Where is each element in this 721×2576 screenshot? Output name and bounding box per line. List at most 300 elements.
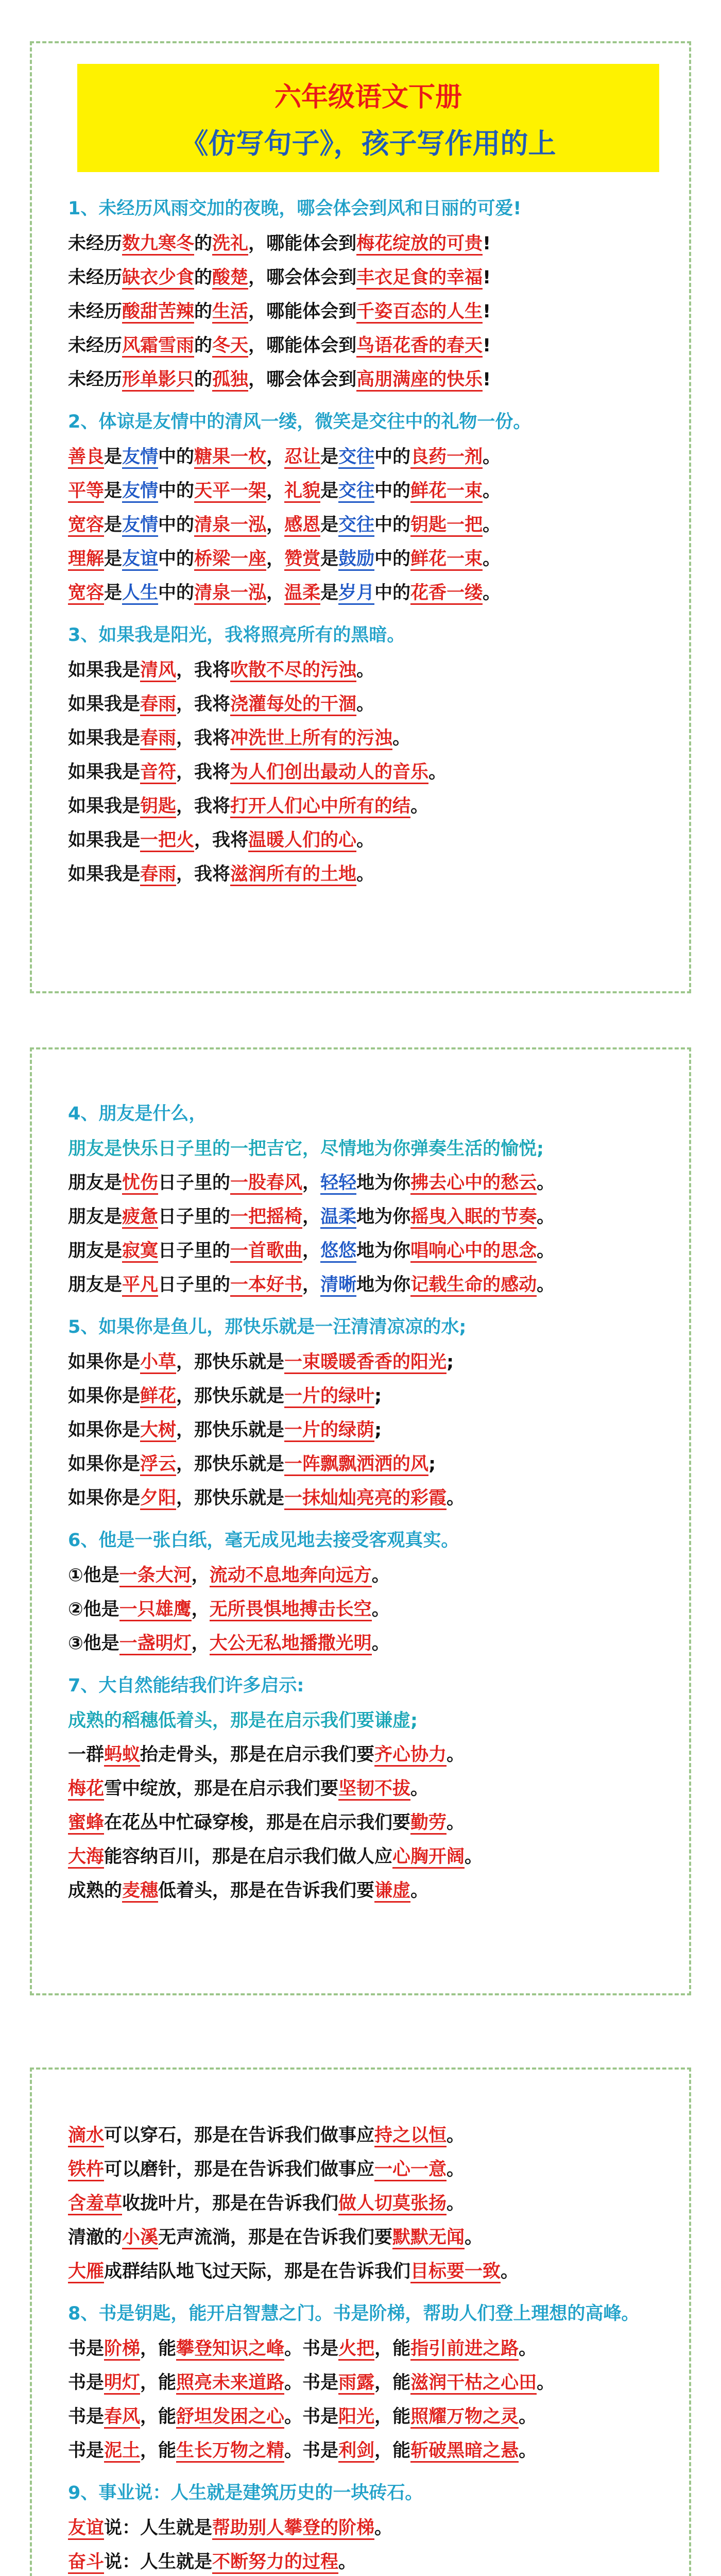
sentence-line <box>68 2400 668 2434</box>
text-segment: 说：人生就是 <box>104 2518 213 2538</box>
section-1-0 <box>68 1101 668 1309</box>
text-segment: 。 <box>447 1744 465 1765</box>
sentence-line <box>68 1704 668 1738</box>
highlight-red: 风霜雪雨 <box>122 335 194 358</box>
text-segment: ， <box>302 1173 321 1193</box>
highlight-red: 持之以恒 <box>374 2125 447 2147</box>
highlight-blue: 友情 <box>122 447 158 469</box>
highlight-red: 孤独 <box>212 369 248 392</box>
highlight-red: 滴水 <box>68 2125 104 2147</box>
section-heading: 7、大自然能结我们许多启示: <box>68 1675 304 1696</box>
text-segment: ，我将 <box>194 830 249 851</box>
text-segment: 。 <box>356 830 375 851</box>
text-segment: 。 <box>410 796 429 817</box>
text-segment: 清澈的 <box>68 2227 123 2248</box>
text-segment: 。 <box>371 1599 390 1620</box>
highlight-red: 照耀万物之灵 <box>410 2406 519 2429</box>
text-segment: 未经历 <box>68 335 123 356</box>
highlight-blue: 温柔 <box>320 1207 356 1229</box>
highlight-red: 大海 <box>68 1846 104 1869</box>
highlight-red: 糖果一枚 <box>194 447 266 469</box>
section-1-2 <box>68 1528 668 1668</box>
text-segment: 如果你是 <box>68 1454 141 1475</box>
text-segment: 如果你是 <box>68 1488 141 1509</box>
section-heading: 5、如果你是鱼儿，那快乐就是一汪清清凉凉的水; <box>68 1317 467 1337</box>
text-segment: 成熟的 <box>68 1880 123 1901</box>
sentence-line <box>68 789 668 823</box>
highlight-red: 理解 <box>68 549 104 571</box>
text-segment: 未经历 <box>68 301 123 322</box>
sentence-line <box>68 1874 668 1908</box>
text-segment: 。 <box>447 2193 465 2214</box>
highlight-red: 无所畏惧地搏击长空 <box>210 1599 372 1621</box>
section-heading: 6、他是一张白纸，毫无成见地去接受客观真实。 <box>68 1530 459 1551</box>
highlight-red: 一抹灿灿亮亮的彩霞 <box>284 1488 447 1510</box>
highlight-red: 花香一缕 <box>410 583 483 605</box>
text-segment: 。 <box>519 2441 537 2461</box>
highlight-red: 清泉一泓 <box>194 583 266 605</box>
highlight-red: 冲洗世上所有的污浊 <box>230 728 392 750</box>
text-segment: 是 <box>320 583 339 603</box>
text-segment: ，能 <box>374 2441 411 2461</box>
text-segment: 未经历 <box>68 267 123 288</box>
sentence-line <box>68 2511 668 2545</box>
text-segment: 一群 <box>68 1744 105 1765</box>
text-segment: 。 <box>447 1488 465 1509</box>
text-segment: ， <box>302 1207 321 1227</box>
highlight-red: 音符 <box>140 762 176 784</box>
highlight-red: 浇灌每处的干涸 <box>230 694 356 716</box>
text-segment: ，我将 <box>176 694 231 715</box>
highlight-red: 钥匙 <box>140 796 176 818</box>
section-heading: 4、朋友是什么， <box>68 1104 207 1124</box>
text-segment: 在花丛中忙碌穿梭，那是在启示我们要 <box>104 1812 411 1833</box>
sentence-line <box>68 474 668 508</box>
text-segment: 。 <box>356 864 375 885</box>
page-subtitle: 《仿写句子》，孩子写作用的上 <box>180 127 556 160</box>
section-heading: 9、事业说：人生就是建筑历史的一块砖石。 <box>68 2483 423 2503</box>
text-segment: 说：人生就是 <box>104 2552 213 2572</box>
text-segment: 。 <box>483 481 501 501</box>
text-segment: ! <box>483 335 491 356</box>
text-segment: ，哪会体会到 <box>248 267 357 288</box>
highlight-red: 春雨 <box>140 864 176 886</box>
text-segment: ， <box>191 1599 210 1620</box>
highlight-red: 攀登知识之峰 <box>176 2338 284 2361</box>
highlight-blue: 友情 <box>122 481 158 503</box>
highlight-red: 一片的绿荫 <box>284 1420 374 1442</box>
highlight-blue: 鼓励 <box>338 549 374 571</box>
text-segment: 未经历 <box>68 233 123 254</box>
text-segment: ! <box>483 267 491 288</box>
text-segment: 。 <box>483 515 501 535</box>
text-segment: 。 <box>501 2261 519 2282</box>
highlight-blue: 悠悠 <box>320 1241 356 1263</box>
text-segment: 的 <box>194 267 213 288</box>
text-segment: 收拢叶片，那是在告诉我们 <box>122 2193 339 2214</box>
highlight-red: 蚂蚁 <box>104 1744 140 1767</box>
text-segment: 。 <box>371 1565 390 1586</box>
highlight-red: 鸟语花香的春天 <box>356 335 483 358</box>
highlight-red: 千姿百态的人生 <box>356 301 483 324</box>
card-3-body <box>68 2119 668 2576</box>
highlight-red: 温暖人们的心 <box>248 830 356 852</box>
text-segment: ， <box>266 549 285 569</box>
text-segment: 日子里的 <box>158 1173 231 1193</box>
section-0-2 <box>68 622 668 899</box>
highlight-red: 小草 <box>140 1352 176 1374</box>
highlight-red: 缺衣少食 <box>122 267 194 290</box>
highlight-red: 宽容 <box>68 583 104 605</box>
content-card-3 <box>30 2067 691 2576</box>
sentence-line <box>68 2255 668 2289</box>
highlight-red: 鲜花一束 <box>410 549 483 571</box>
highlight-red: 奋斗 <box>68 2552 104 2574</box>
text-segment: ，那快乐就是 <box>176 1352 285 1372</box>
text-segment: ，能 <box>140 2372 177 2393</box>
highlight-red: 清泉一泓 <box>194 515 266 537</box>
text-segment: 低着头，那是在告诉我们要 <box>158 1880 375 1901</box>
text-segment: 。 <box>537 1207 555 1227</box>
sentence-line <box>68 857 668 891</box>
text-segment: ! <box>483 233 491 254</box>
text-segment: 地为你 <box>356 1241 411 1261</box>
text-segment: 。 <box>537 1241 555 1261</box>
sentence-line <box>68 823 668 857</box>
highlight-red: 雨露 <box>338 2372 374 2395</box>
highlight-red: 良药一剂 <box>410 447 483 469</box>
highlight-red: 记载生命的感动 <box>410 1275 537 1297</box>
text-segment: 。书是 <box>284 2372 339 2393</box>
sentence-line <box>68 440 668 474</box>
highlight-red: 寂寞 <box>122 1241 158 1263</box>
text-segment: ，能 <box>140 2406 177 2427</box>
section-heading: 1、未经历风雨交加的夜晚，哪会体会到风和日丽的可爱! <box>68 198 522 219</box>
content-card-1 <box>30 41 691 993</box>
sentence-line <box>68 1166 668 1200</box>
text-segment: 日子里的 <box>158 1207 231 1227</box>
text-segment: 成群结队地飞过天际，那是在告诉我们 <box>104 2261 411 2282</box>
text-segment: 如果我是 <box>68 694 141 715</box>
highlight-red: 含羞草 <box>68 2193 122 2215</box>
highlight-red: 友谊 <box>68 2518 104 2540</box>
highlight-red: 高朋满座的快乐 <box>356 369 483 392</box>
highlight-red: 礼貌 <box>284 481 320 503</box>
sentence-line <box>68 1268 668 1302</box>
text-segment: 。 <box>519 2406 537 2427</box>
text-segment: 中的 <box>158 515 195 535</box>
sentence-line <box>68 721 668 755</box>
text-segment: ! <box>483 369 491 390</box>
sentence-line <box>68 227 668 261</box>
text-segment: 如果我是 <box>68 762 141 783</box>
highlight-red: 酸甜苦辣 <box>122 301 194 324</box>
section-gap <box>68 1515 668 1522</box>
text-segment: 的 <box>194 233 213 254</box>
highlight-red: 平等 <box>68 481 104 503</box>
sentence-line <box>68 2187 668 2221</box>
card-1-body <box>68 64 668 899</box>
highlight-red: 清风 <box>140 660 176 682</box>
highlight-red: 阶梯 <box>104 2338 140 2361</box>
text-segment: 的 <box>194 369 213 390</box>
text-segment: 是 <box>320 549 339 569</box>
sentence-line <box>68 1806 668 1840</box>
text-segment: 。 <box>483 549 501 569</box>
text-segment: 可以穿石，那是在告诉我们做事应 <box>104 2125 375 2146</box>
highlight-red: 善良 <box>68 447 104 469</box>
highlight-red: 忧伤 <box>122 1173 158 1195</box>
text-segment: 。 <box>537 1173 555 1193</box>
text-segment: 地为你 <box>356 1275 411 1295</box>
text-segment: ; <box>428 1454 436 1475</box>
sentence-line <box>68 1481 668 1515</box>
section-0-0 <box>68 196 668 404</box>
sentence-line <box>68 508 668 542</box>
highlight-red: 心胸开阔 <box>392 1846 465 1869</box>
text-segment: ③他是 <box>68 1633 119 1654</box>
text-segment: 未经历 <box>68 369 123 390</box>
highlight-blue: 轻轻 <box>320 1173 356 1195</box>
section-gap <box>68 610 668 617</box>
sentence-line <box>68 542 668 576</box>
text-segment: ，哪会体会到 <box>248 369 357 390</box>
highlight-red: 齐心协力 <box>374 1744 447 1767</box>
section-2-1 <box>68 2301 668 2475</box>
sentence-line <box>68 2332 668 2366</box>
highlight-red: 平凡 <box>122 1275 158 1297</box>
text-segment: 。 <box>356 660 375 681</box>
highlight-red: 浮云 <box>140 1454 176 1476</box>
text-segment: 朋友是 <box>68 1173 123 1193</box>
text-segment: ， <box>191 1633 210 1654</box>
highlight-red: 唱响心中的思念 <box>410 1241 537 1263</box>
highlight-red: 疲惫 <box>122 1207 158 1229</box>
highlight-red: 感恩 <box>284 515 320 537</box>
text-segment: 日子里的 <box>158 1275 231 1295</box>
section-gap <box>68 1660 668 1668</box>
highlight-red: 目标要一致 <box>410 2261 501 2283</box>
highlight-blue: 交往 <box>338 481 374 503</box>
text-segment: 中的 <box>374 447 411 467</box>
example-sentence: 朋友是快乐日子里的一把吉它，尽情地为你弹奏生活的愉悦; <box>68 1139 544 1159</box>
highlight-red: 洗礼 <box>212 233 248 256</box>
sentence-line <box>68 2153 668 2187</box>
highlight-red: 数九寒冬 <box>122 233 194 256</box>
sentence-line <box>68 2221 668 2255</box>
highlight-red: 斩破黑暗之悬 <box>410 2441 519 2463</box>
highlight-blue: 岁月 <box>338 583 374 605</box>
highlight-red: 泥土 <box>104 2441 140 2463</box>
highlight-red: 指引前进之路 <box>410 2338 519 2361</box>
text-segment: ，我将 <box>176 762 231 783</box>
section-gap <box>68 891 668 899</box>
section-gap <box>68 1302 668 1309</box>
text-segment: 。书是 <box>284 2406 339 2427</box>
text-segment: 如果你是 <box>68 1420 141 1440</box>
text-segment: 。 <box>483 583 501 603</box>
text-segment: ，能 <box>374 2372 411 2393</box>
highlight-red: 吹散不尽的污浊 <box>230 660 356 682</box>
highlight-red: 一阵飘飘洒洒的风 <box>284 1454 428 1476</box>
text-segment: ，那快乐就是 <box>176 1454 285 1475</box>
highlight-red: 为人们创出最动人的音乐 <box>230 762 428 784</box>
highlight-red: 一只雄鹰 <box>119 1599 192 1621</box>
text-segment: ，哪能体会到 <box>248 301 357 322</box>
section-gap <box>68 2468 668 2475</box>
highlight-red: 一把火 <box>140 830 194 852</box>
highlight-red: 滋润所有的土地 <box>230 864 356 886</box>
sentence-line <box>68 1558 668 1592</box>
highlight-red: 利剑 <box>338 2441 374 2463</box>
text-segment: 是 <box>104 447 123 467</box>
section-gap <box>68 397 668 404</box>
highlight-red: 宽容 <box>68 515 104 537</box>
section-0-1 <box>68 409 668 617</box>
text-segment: ，能 <box>374 2406 411 2427</box>
highlight-red: 一条大河 <box>119 1565 192 1587</box>
text-segment: 。 <box>356 694 375 715</box>
sentence-line <box>68 1345 668 1379</box>
highlight-red: 一心一意 <box>374 2159 447 2181</box>
highlight-red: 铁杵 <box>68 2159 104 2181</box>
highlight-red: 一把摇椅 <box>230 1207 302 1229</box>
text-segment: ，那快乐就是 <box>176 1488 285 1509</box>
sentence-line <box>68 1413 668 1447</box>
highlight-blue: 交往 <box>338 515 374 537</box>
sentence-line <box>68 2545 668 2576</box>
highlight-blue: 清晰 <box>320 1275 356 1297</box>
section-2-2 <box>68 2480 668 2576</box>
text-segment: 朋友是 <box>68 1275 123 1295</box>
text-segment: 能容纳百川，那是在启示我们做人应 <box>104 1846 393 1867</box>
highlight-red: 舒坦发困之心 <box>176 2406 284 2429</box>
sentence-line <box>68 1772 668 1806</box>
text-segment: ， <box>266 583 285 603</box>
highlight-red: 照亮未来道路 <box>176 2372 284 2395</box>
text-segment: 。 <box>465 1846 483 1867</box>
text-segment: ，我将 <box>176 864 231 885</box>
text-segment: ， <box>191 1565 210 1586</box>
text-segment: ，哪能体会到 <box>248 335 357 356</box>
text-segment: 。 <box>447 2159 465 2180</box>
text-segment: 中的 <box>158 481 195 501</box>
sentence-line <box>68 1447 668 1481</box>
text-segment: 中的 <box>158 583 195 603</box>
text-segment: 中的 <box>158 447 195 467</box>
highlight-red: 摇曳入眠的节奏 <box>410 1207 537 1229</box>
text-segment: 是 <box>104 481 123 501</box>
highlight-red: 不断努力的过程 <box>212 2552 338 2574</box>
highlight-red: 梅花绽放的可贵 <box>356 233 483 256</box>
highlight-red: 酸楚 <box>212 267 248 290</box>
text-segment: 。 <box>371 1633 390 1654</box>
section-heading: 8、书是钥匙，能开启智慧之门。书是阶梯，帮助人们登上理想的高峰。 <box>68 2303 640 2324</box>
highlight-red: 一盏明灯 <box>119 1633 192 1655</box>
text-segment: 是 <box>104 549 123 569</box>
highlight-red: 麦穗 <box>122 1880 158 1903</box>
highlight-red: 鲜花一束 <box>410 481 483 503</box>
highlight-red: 做人切莫张扬 <box>338 2193 447 2215</box>
sentence-line <box>68 1738 668 1772</box>
highlight-red: 火把 <box>338 2338 374 2361</box>
highlight-red: 谦虚 <box>374 1880 410 1903</box>
text-segment: 地为你 <box>356 1207 411 1227</box>
text-segment: ! <box>483 301 491 322</box>
example-sentence: 成熟的稻穗低着头，那是在启示我们要谦虚; <box>68 1710 418 1731</box>
highlight-red: 一片的绿叶 <box>284 1386 374 1408</box>
section-2-0 <box>68 2119 668 2296</box>
text-segment: 抬走骨头，那是在启示我们要 <box>140 1744 375 1765</box>
highlight-red: 桥梁一座 <box>194 549 266 571</box>
sentence-line <box>68 1626 668 1660</box>
text-segment: 中的 <box>374 583 411 603</box>
highlight-red: 生长万物之精 <box>176 2441 284 2463</box>
highlight-red: 蜜蜂 <box>68 1812 104 1835</box>
text-segment: 是 <box>320 481 339 501</box>
text-segment: ，那快乐就是 <box>176 1386 285 1406</box>
text-segment: 无声流淌，那是在告诉我们要 <box>158 2227 393 2248</box>
highlight-red: 默默无闻 <box>392 2227 465 2249</box>
highlight-red: 鲜花 <box>140 1386 176 1408</box>
highlight-red: 打开人们心中所有的结 <box>230 796 410 818</box>
text-segment: 如果你是 <box>68 1386 141 1406</box>
text-segment: ; <box>374 1386 382 1406</box>
sentence-line <box>68 2366 668 2400</box>
text-segment: ， <box>302 1241 321 1261</box>
text-segment: 。书是 <box>284 2441 339 2461</box>
highlight-red: 冬天 <box>212 335 248 358</box>
sentence-line <box>68 2119 668 2153</box>
text-segment: 。 <box>465 2227 483 2248</box>
text-segment: 。 <box>537 1275 555 1295</box>
text-segment: 。 <box>410 1778 429 1799</box>
highlight-red: 帮助别人攀登的阶梯 <box>212 2518 374 2540</box>
sentence-line <box>68 1840 668 1874</box>
section-1-3 <box>68 1673 668 1915</box>
sentence-line <box>68 1132 668 1166</box>
text-segment: ，我将 <box>176 728 231 749</box>
highlight-red: 一束暖暖香香的阳光 <box>284 1352 447 1374</box>
text-segment: 书是 <box>68 2372 105 2393</box>
text-segment: 如果我是 <box>68 830 141 851</box>
text-segment: 书是 <box>68 2441 105 2461</box>
text-segment: 中的 <box>158 549 195 569</box>
highlight-red: 梅花 <box>68 1778 104 1801</box>
text-segment: 的 <box>194 335 213 356</box>
highlight-red: 夕阳 <box>140 1488 176 1510</box>
text-segment: 如果我是 <box>68 864 141 885</box>
sentence-line <box>68 261 668 295</box>
title-banner <box>77 64 659 172</box>
text-segment: ①他是 <box>68 1565 119 1586</box>
highlight-red: 勤劳 <box>410 1812 447 1835</box>
sentence-line <box>68 1200 668 1234</box>
text-segment: ，能 <box>374 2338 411 2359</box>
text-segment: ②他是 <box>68 1599 119 1620</box>
text-segment: ，能 <box>140 2441 177 2461</box>
highlight-red: 一首歌曲 <box>230 1241 302 1263</box>
text-segment: 书是 <box>68 2338 105 2359</box>
sentence-line <box>68 295 668 329</box>
highlight-red: 大公无私地播撒光明 <box>210 1633 372 1655</box>
highlight-red: 坚韧不拔 <box>338 1778 410 1801</box>
sentence-line <box>68 1379 668 1413</box>
highlight-red: 春雨 <box>140 728 176 750</box>
text-segment: 中的 <box>374 549 411 569</box>
sentence-line <box>68 1592 668 1626</box>
text-segment: 地为你 <box>356 1173 411 1193</box>
